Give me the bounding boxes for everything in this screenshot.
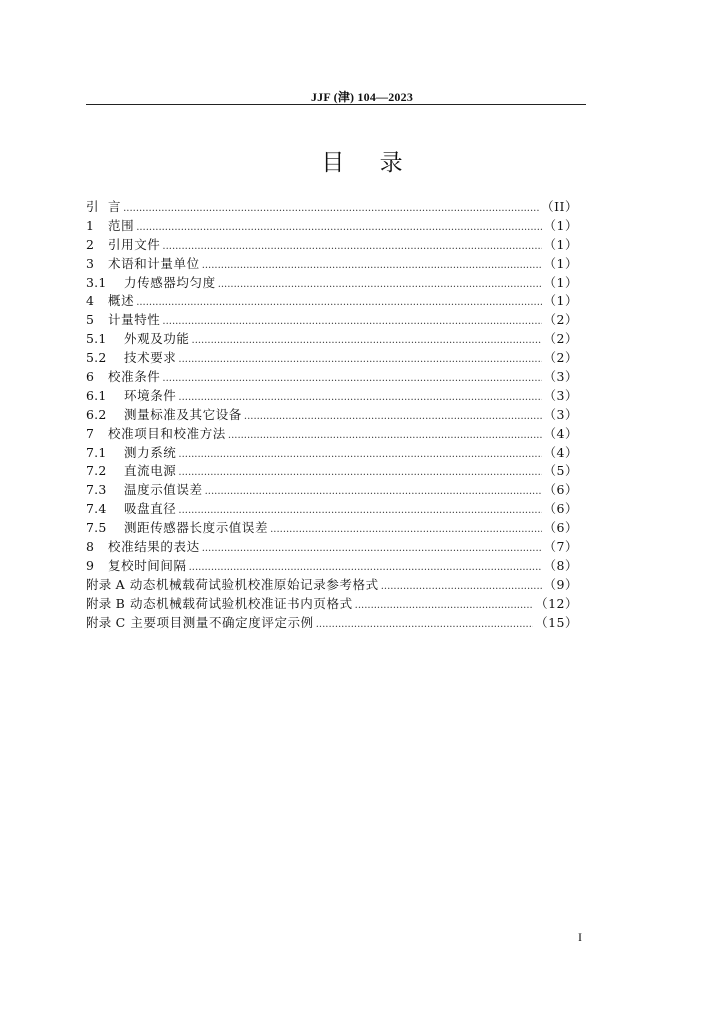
toc-entry-title: 校准结果的表达 <box>108 539 200 555</box>
toc-entry-number: 3 <box>86 255 95 271</box>
toc-dot-leader <box>136 219 541 238</box>
toc-entry-page: （1） <box>543 236 578 252</box>
toc-entry[interactable] <box>86 330 578 349</box>
toc-entry-title: 主要项目测量不确定度评定示例 <box>130 614 314 630</box>
toc-entry-title: 范围 <box>108 217 135 233</box>
toc-dot-leader <box>244 408 542 427</box>
toc-dot-leader <box>316 616 533 635</box>
toc-entry-page: （4） <box>543 444 578 460</box>
toc-dot-leader <box>178 351 541 370</box>
toc-entry-number: 7.5 <box>86 520 107 536</box>
toc-entry-title: 校准项目和校准方法 <box>108 425 226 441</box>
table-of-contents <box>86 198 578 632</box>
page-number: I <box>578 930 582 944</box>
toc-dot-leader <box>123 200 539 219</box>
toc-entry-title: 引用文件 <box>108 236 161 252</box>
toc-entry-page: （3） <box>543 369 578 385</box>
toc-entry-page: （12） <box>535 595 578 611</box>
toc-entry-title: 直流电源 <box>124 463 177 479</box>
toc-dot-leader <box>381 578 542 597</box>
toc-entry[interactable] <box>86 519 578 538</box>
toc-entry-title: 测力系统 <box>124 444 177 460</box>
toc-entry[interactable] <box>86 311 578 330</box>
toc-entry[interactable] <box>86 274 578 293</box>
toc-dot-leader <box>136 294 541 313</box>
toc-entry-page: （6） <box>543 482 578 498</box>
toc-entry-number: 4 <box>86 293 95 309</box>
toc-entry-title: 计量特性 <box>108 312 161 328</box>
toc-entry[interactable] <box>86 198 578 217</box>
toc-entry-number: 7.1 <box>86 444 107 460</box>
toc-entry-number: 5.2 <box>86 350 107 366</box>
toc-entry-number: 附录 C <box>86 614 126 630</box>
toc-entry[interactable] <box>86 462 578 481</box>
toc-entry-page: （2） <box>543 350 578 366</box>
toc-entry[interactable] <box>86 217 578 236</box>
toc-entry-title: 言 <box>108 199 122 214</box>
toc-entry[interactable] <box>86 425 578 444</box>
toc-entry-page: （6） <box>543 520 578 536</box>
toc-entry-page: （9） <box>543 576 578 592</box>
toc-dot-leader <box>162 313 541 332</box>
toc-dot-leader <box>192 332 542 351</box>
toc-entry-number: 6.2 <box>86 406 107 422</box>
toc-entry-number: 附录 A <box>86 576 125 592</box>
toc-entry-title: 技术要求 <box>124 350 177 366</box>
toc-entry[interactable] <box>86 368 578 387</box>
toc-entry-page: （1） <box>543 274 578 290</box>
toc-entry[interactable] <box>86 538 578 557</box>
toc-entry-page: （1） <box>543 293 578 309</box>
toc-entry[interactable] <box>86 614 578 633</box>
toc-dot-leader <box>162 370 541 389</box>
toc-entry-page: （1） <box>543 217 578 233</box>
toc-title: 目 录 <box>321 150 417 176</box>
toc-entry[interactable] <box>86 595 578 614</box>
toc-entry-title: 测距传感器长度示值误差 <box>124 520 269 536</box>
toc-entry-title: 测量标准及其它设备 <box>124 406 242 422</box>
toc-entry[interactable] <box>86 557 578 576</box>
toc-dot-leader <box>205 483 542 502</box>
toc-dot-leader <box>178 464 541 483</box>
header-divider <box>86 104 586 105</box>
toc-entry-page: （3） <box>543 387 578 403</box>
toc-entry-title: 术语和计量单位 <box>108 255 200 271</box>
toc-entry[interactable] <box>86 576 578 595</box>
toc-entry-page: （2） <box>543 331 578 347</box>
toc-entry-number: 5.1 <box>86 331 107 347</box>
toc-entry-page: （2） <box>543 312 578 328</box>
toc-entry-page: （6） <box>543 501 578 517</box>
toc-entry[interactable] <box>86 500 578 519</box>
toc-entry-title: 动态机械载荷试验机校准原始记录参考格式 <box>129 576 379 592</box>
toc-entry-number: 9 <box>86 557 95 573</box>
toc-entry-title: 力传感器均匀度 <box>124 274 216 290</box>
toc-entry-title: 概述 <box>108 293 135 309</box>
toc-entry-number: 3.1 <box>86 274 107 290</box>
toc-entry-number: 6 <box>86 369 95 385</box>
toc-entry-number: 7 <box>86 425 95 441</box>
toc-entry-title: 校准条件 <box>108 369 161 385</box>
toc-entry-page: （15） <box>535 614 578 630</box>
toc-dot-leader <box>228 427 542 446</box>
toc-entry-number: 6.1 <box>86 387 107 403</box>
toc-entry-title: 外观及功能 <box>124 331 190 347</box>
toc-entry[interactable] <box>86 406 578 425</box>
toc-entry-number: 7.3 <box>86 482 107 498</box>
toc-entry-number: 5 <box>86 312 95 328</box>
standard-code-header: JJF (津) 104—2023 <box>310 90 414 104</box>
toc-entry-page: （4） <box>543 425 578 441</box>
toc-entry-title: 环境条件 <box>124 387 177 403</box>
toc-entry-title: 动态机械载荷试验机校准证书内页格式 <box>129 595 353 611</box>
toc-entry[interactable] <box>86 387 578 406</box>
toc-entry-page: （3） <box>543 406 578 422</box>
toc-dot-leader <box>178 446 541 465</box>
toc-entry[interactable] <box>86 292 578 311</box>
toc-entry-title: 温度示值误差 <box>124 482 203 498</box>
toc-entry-page: （7） <box>543 539 578 555</box>
toc-entry[interactable] <box>86 255 578 274</box>
toc-dot-leader <box>355 597 533 616</box>
toc-dot-leader <box>218 276 542 295</box>
toc-dot-leader <box>202 257 542 276</box>
toc-entry-number: 7.2 <box>86 463 107 479</box>
toc-entry-title: 吸盘直径 <box>124 501 177 517</box>
toc-dot-leader <box>202 540 542 559</box>
toc-entry-number: 1 <box>86 217 95 233</box>
toc-entry-number: 引 <box>86 199 99 214</box>
toc-entry[interactable] <box>86 481 578 500</box>
toc-entry-page: （II） <box>541 199 578 214</box>
toc-entry[interactable] <box>86 444 578 463</box>
toc-dot-leader <box>162 238 541 257</box>
toc-entry-number: 7.4 <box>86 501 107 517</box>
toc-entry-number: 8 <box>86 539 95 555</box>
toc-entry-page: （8） <box>543 557 578 573</box>
toc-dot-leader <box>270 521 541 540</box>
toc-entry[interactable] <box>86 236 578 255</box>
toc-entry-number: 附录 B <box>86 595 125 611</box>
toc-entry-page: （5） <box>543 463 578 479</box>
toc-entry-number: 2 <box>86 236 95 252</box>
toc-entry-title: 复校时间间隔 <box>108 557 187 573</box>
toc-entry[interactable] <box>86 349 578 368</box>
toc-entry-page: （1） <box>543 255 578 271</box>
